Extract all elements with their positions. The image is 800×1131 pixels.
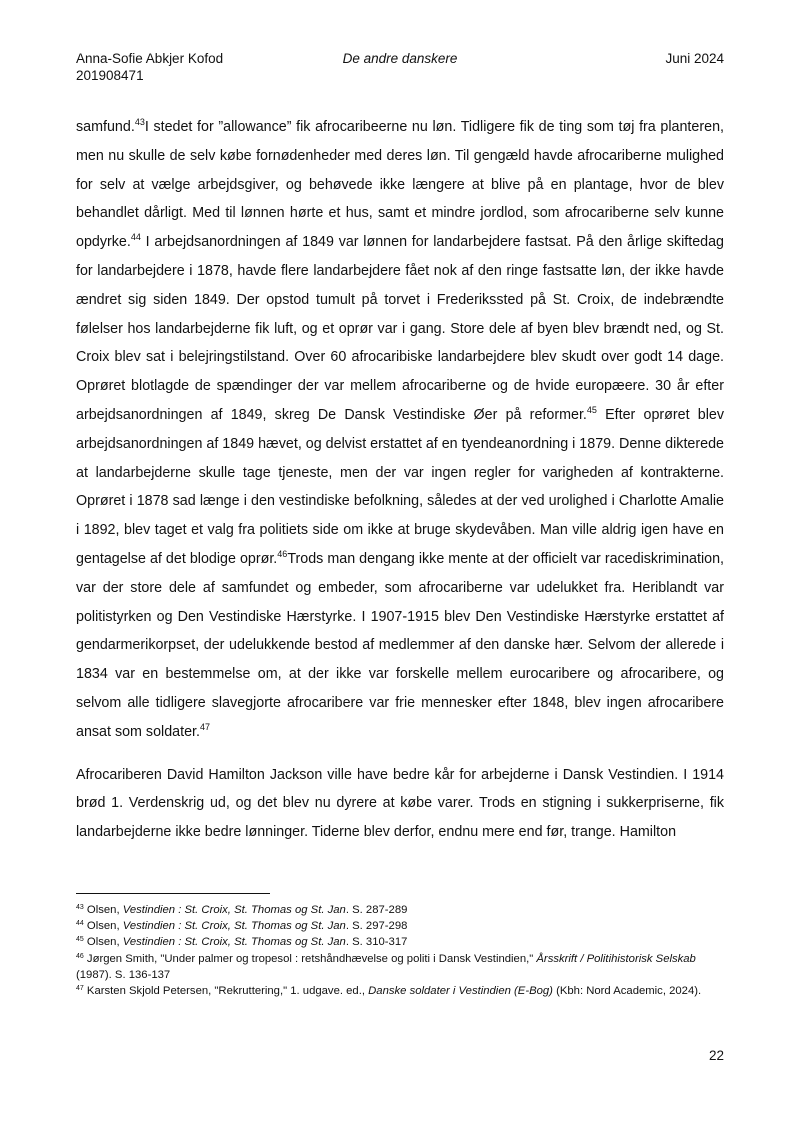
footnote-ref[interactable]: 44: [130, 232, 141, 243]
body-text: [76, 113, 724, 847]
page-number: 22: [708, 1048, 724, 1063]
footnote-ref[interactable]: 47: [199, 721, 210, 732]
footnote-ref[interactable]: 46: [277, 548, 288, 559]
text-run: I arbejdsanordningen af 1849 var lønnen for landarbejdere fastsat. På den årlige skiftedag for landarbejdere i 1878, havde flere landarbejdere fået nok af den ringe fastsatte løn, der ikke havde ændret sig siden 1849. Der opstod tumult på torvet i Frederikssted på St. Croix, de indebrændte følelser hos landarbejderne fik luft, og et oprør var i gang. Store dele af byen blev brændt ned, og St. Croix blev sat i belejringstilstand. Over 60 afrocaribiske landarbejdere blev skudt over godt 14 dage. Oprøret blotlagde de spændinger der var mellem afrocariberne og de hvide europæere. 30 år efter arbejdsanordningen af 1849, skreg De Dansk Vestindiske Øer på reformer.: [76, 234, 724, 423]
footnote-ref[interactable]: 45: [586, 404, 597, 415]
student-id: 201908471: [76, 68, 144, 83]
footnote-pages: . S. 287-289: [345, 904, 408, 916]
header-date: Juni 2024: [665, 51, 724, 66]
footnote-text: Olsen,: [83, 920, 123, 933]
footnote-number: 44: [76, 920, 84, 928]
footnote: [76, 983, 724, 999]
paragraph: Afrocariberen David Hamilton Jackson ville have bedre kår for arbejderne i Dansk Vestindien. I 1914 brød 1. Verdenskrig ud, og det blev nu dyrere at købe varer. Trods en stigning i sukkerpriserne, fik landarbejderne ikke bedre lønninger. Tiderne blev derfor, endnu mere end før, trange. Hamilton: [76, 766, 724, 841]
footnote-text: Jørgen Smith, "Under palmer og tropesol : retshåndhævelse og politi i Dansk Vestindien,": [83, 952, 537, 965]
footnote-pages: . S. 310-317: [345, 936, 408, 949]
paragraph: [76, 113, 724, 747]
footnote-number: 45: [76, 936, 84, 944]
text-run: I stedet for ”allowance” fik afrocaribeerne nu løn. Tidligere fik de ting som tøj fra planteren, men nu skulle de selv købe fornødenheder med deres løn. Til gengæld havde afrocariberne mulighed for selv at vælge arbejdsgiver, og behøvede ikke længere at blive på en plantage, hvor de blev behandlet dårligt. Med til lønnen hørte et hus, samt et mindre jordlod, som afrocariberne selv kunne opdyrke.: [76, 119, 724, 251]
footnote-title: Vestindien : St. Croix, St. Thomas og St. Jan: [122, 936, 346, 949]
footnote-title: Danske soldater i Vestindien (E-Bog): [368, 985, 553, 998]
footnote: [76, 918, 724, 934]
footnote-text: Olsen,: [83, 904, 123, 916]
footnote-number: 46: [76, 952, 84, 960]
footnote: [76, 934, 724, 950]
footnote-number: 47: [76, 985, 84, 993]
footnote-pages: (1987). S. 136-137: [76, 968, 171, 981]
author-name: Anna-Sofie Abkjer Kofod: [76, 51, 224, 66]
footnote-title: Vestindien : St. Croix, St. Thomas og St. Jan: [122, 920, 346, 933]
footnote-text: Karsten Skjold Petersen, "Rekruttering," 1. udgave. ed.,: [83, 985, 369, 998]
footnote: [76, 902, 724, 918]
footnote-pages: (Kbh: Nord Academic, 2024).: [552, 985, 702, 998]
document-title: De andre danskere: [342, 51, 458, 66]
footnote-ref[interactable]: 43: [134, 117, 145, 127]
footnotes: [76, 902, 724, 999]
footnote-separator: [76, 893, 270, 894]
footnote-title: Vestindien : St. Croix, St. Thomas og St. Jan: [122, 904, 346, 916]
footnote-number: 43: [76, 904, 84, 911]
footnote: [76, 951, 724, 983]
text-run: Trods man dengang ikke mente at der officielt var racediskrimination, var der store dele af samfundet og embeder, som afrocariberne var udelukket fra. Heriblandt var politistyrken og Den Vestindiske Hærstyrke. I 1907-1915 blev Den Vestindiske Hærstyrke erstattet af gendarmerikorpset, der udelukkende bestod af medlemmer af den danske hær. Selvom der allerede i 1834 var en bestemmelse om, at der ikke var forskelle mellem eurocaribere og afrocaribere, og selvom alle tidligere slavegjorte afrocaribere var frie mennesker efter 1848, blev ingen afrocaribere ansat som soldater.: [76, 550, 725, 740]
text-run: samfund.: [76, 119, 135, 135]
footnote-text: Olsen,: [83, 936, 123, 949]
footnote-title: Årsskrift / Politihistorisk Selskab: [536, 952, 696, 965]
text-run: Efter oprøret blev arbejdsanordningen af 1849 hævet, og delvist erstattet af en tyendeanordning i 1879. Denne dikterede at landarbejderne skulle tage tjeneste, men der var ingen regler for varigheden af kontrakterne. Oprøret i 1878 sad længe i den vestindiske befolkning, således at der ved urolighed i Charlotte Amalie i 1892, blev taget et valg fra politiets side om ikke at bruge skydevåben. Man ville aldrig igen have en gentagelse af det blodige oprør.: [76, 406, 724, 567]
footnote-pages: . S. 297-298: [345, 920, 408, 933]
